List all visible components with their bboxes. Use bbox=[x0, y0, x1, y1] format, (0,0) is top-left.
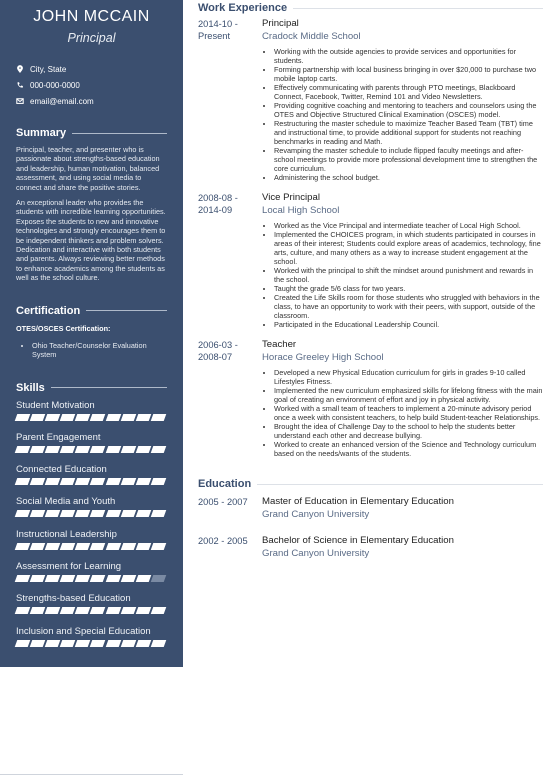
job-date-end: Present bbox=[198, 31, 231, 41]
skill-rating-segment bbox=[75, 510, 91, 517]
job-bullet: • Worked as the Vice Principal and intermediate teacher of Local High School. bbox=[274, 221, 543, 230]
skill-rating-segment bbox=[30, 510, 46, 517]
skill-rating-segment bbox=[151, 640, 167, 647]
job-bullet: • Working with the outside agencies to provide services and opportunities for students. bbox=[274, 47, 543, 65]
contact-phone-text: 000-000-0000 bbox=[30, 80, 80, 90]
job-bullet: • Worked with a small team of teachers to implement a 20-minute advisory period once a week with consistent teachers, to help build Student-teacher Relationships. bbox=[274, 404, 543, 422]
job-bullet: • Worked with the principal to shift the mindset around punishment and rewards in the school. bbox=[274, 266, 543, 284]
skill-rating-segment bbox=[60, 510, 76, 517]
job-employer: Cradock Middle School bbox=[262, 31, 361, 42]
footer-divider bbox=[0, 774, 183, 775]
skill-rating-segment bbox=[30, 446, 46, 453]
contact-location bbox=[16, 61, 167, 77]
job-bullet: • Developed a new Physical Education curriculum for girls in grades 9-10 called Lifestyles Fitness. bbox=[274, 368, 543, 386]
education-school: Grand Canyon University bbox=[262, 509, 370, 520]
skill-rating-segment bbox=[75, 446, 91, 453]
skill-rating-segment bbox=[105, 414, 121, 421]
skill-name: Parent Engagement bbox=[16, 431, 101, 443]
skill-rating-segment bbox=[15, 640, 31, 647]
education-body bbox=[262, 535, 454, 560]
skills-list bbox=[16, 400, 167, 658]
skill-rating-segment bbox=[151, 607, 167, 614]
skill-rating-segment bbox=[90, 543, 106, 550]
skill-rating-segment bbox=[90, 607, 106, 614]
skill-rating-segment bbox=[90, 510, 106, 517]
skill-rating-segment bbox=[15, 575, 31, 582]
skill-rating-segment bbox=[135, 446, 151, 453]
job-date-start: 2014-10 - bbox=[198, 19, 238, 29]
work-experience-heading-text: Work Experience bbox=[198, 2, 288, 14]
skill-rating-segment bbox=[135, 510, 151, 517]
skill-name: Instructional Leadership bbox=[16, 528, 117, 540]
contact-phone bbox=[16, 77, 167, 93]
skill-name: Student Motivation bbox=[16, 399, 95, 411]
contact-email-text[interactable]: email@email.com bbox=[30, 96, 94, 106]
skill-rating-segment bbox=[75, 640, 91, 647]
job-title: Vice Principal bbox=[262, 192, 320, 203]
skills-heading bbox=[16, 382, 167, 394]
skill-rating-segment bbox=[45, 543, 61, 550]
skill-rating-segment bbox=[120, 510, 136, 517]
skill-item bbox=[16, 496, 167, 528]
divider bbox=[257, 484, 543, 485]
divider bbox=[86, 310, 167, 311]
skill-rating-segment bbox=[15, 510, 31, 517]
job-date-end: 2008-07 bbox=[198, 352, 233, 362]
job-date-start: 2006-03 - bbox=[198, 340, 238, 350]
job-dates bbox=[198, 339, 262, 458]
skill-rating-segment bbox=[135, 414, 151, 421]
summary-heading-text: Summary bbox=[16, 127, 67, 139]
skill-rating-segment bbox=[135, 607, 151, 614]
job-bullet: • Administering the school budget. bbox=[274, 173, 543, 182]
skill-rating-segment bbox=[30, 478, 46, 485]
skill-item bbox=[16, 593, 167, 625]
certification-item: • Ohio Teacher/Counselor Evaluation System bbox=[32, 341, 167, 360]
education-degree: Bachelor of Science in Elementary Education bbox=[262, 535, 454, 546]
skill-name: Inclusion and Special Education bbox=[16, 625, 151, 637]
job-employer: Horace Greeley High School bbox=[262, 352, 384, 363]
education-dates: 2005 - 2007 bbox=[198, 497, 248, 507]
job-bullet: • Participated in the Educational Leadership Council. bbox=[274, 320, 543, 329]
skill-rating-segment bbox=[135, 543, 151, 550]
skill-name: Social Media and Youth bbox=[16, 496, 116, 508]
summary-heading bbox=[16, 127, 167, 139]
candidate-name: JOHN MCCAIN bbox=[33, 8, 150, 25]
skill-rating-segment bbox=[120, 607, 136, 614]
job-bullet-list bbox=[262, 368, 543, 458]
job-body bbox=[262, 18, 543, 182]
skill-rating-segment bbox=[151, 446, 167, 453]
education-entry bbox=[198, 535, 543, 560]
skill-name: Connected Education bbox=[16, 464, 107, 476]
skill-rating-segment bbox=[75, 575, 91, 582]
job-entry bbox=[198, 18, 543, 182]
skill-rating-segment bbox=[45, 510, 61, 517]
skill-rating-segment bbox=[120, 640, 136, 647]
skill-rating-bar bbox=[16, 510, 167, 517]
skill-rating-segment bbox=[105, 607, 121, 614]
job-date-end: 2014-09 bbox=[198, 205, 233, 215]
job-entry bbox=[198, 339, 543, 458]
job-list bbox=[198, 18, 543, 458]
skill-rating-segment bbox=[90, 640, 106, 647]
skill-rating-segment bbox=[60, 575, 76, 582]
skill-item bbox=[16, 432, 167, 464]
skill-rating-segment bbox=[15, 543, 31, 550]
skill-rating-segment bbox=[30, 640, 46, 647]
skill-item bbox=[16, 529, 167, 561]
job-bullet: • Effectively communicating with parents through PTO meetings, Blackboard Connect, Facebook, Twitter, Remind 101 and Video Newsletters. bbox=[274, 83, 543, 101]
skill-item bbox=[16, 561, 167, 593]
summary-section bbox=[16, 145, 167, 283]
skill-rating-segment bbox=[120, 446, 136, 453]
job-bullet-list bbox=[262, 47, 543, 182]
skill-item bbox=[16, 400, 167, 432]
certification-list bbox=[16, 341, 167, 360]
divider bbox=[51, 387, 167, 388]
skill-rating-segment bbox=[135, 575, 151, 582]
skill-rating-bar bbox=[16, 446, 167, 453]
skill-rating-segment bbox=[151, 414, 167, 421]
certification-subtitle: OTES/OSCES Certification: bbox=[16, 323, 111, 333]
skill-rating-segment bbox=[60, 607, 76, 614]
skill-rating-segment bbox=[90, 446, 106, 453]
skill-rating-segment bbox=[75, 543, 91, 550]
skill-rating-segment bbox=[30, 575, 46, 582]
job-dates bbox=[198, 192, 262, 329]
skill-rating-segment bbox=[45, 478, 61, 485]
candidate-role: Principal bbox=[67, 31, 116, 45]
skill-rating-segment bbox=[105, 575, 121, 582]
mail-icon bbox=[16, 97, 24, 105]
skill-rating-segment bbox=[75, 478, 91, 485]
skill-rating-bar bbox=[16, 543, 167, 550]
job-bullet: • Brought the idea of Challenge Day to the school to help the students better understand each other and decrease bullying. bbox=[274, 422, 543, 440]
skill-rating-segment bbox=[105, 446, 121, 453]
main-content bbox=[198, 0, 543, 560]
education-school: Grand Canyon University bbox=[262, 548, 370, 559]
job-body bbox=[262, 339, 543, 458]
job-bullet: • Worked to create an enhanced version of the Science and Technology curriculum based on the needs/wants of the students. bbox=[274, 440, 543, 458]
skill-rating-bar bbox=[16, 478, 167, 485]
skill-rating-segment bbox=[135, 478, 151, 485]
job-bullet: • Providing cognitive coaching and mentoring to teachers and counselors using the OTES and Objective Structured Clinical Examination (OSCES) model. bbox=[274, 101, 543, 119]
skill-rating-segment bbox=[75, 607, 91, 614]
certification-heading bbox=[16, 305, 167, 317]
skills-heading-text: Skills bbox=[16, 381, 45, 394]
skill-rating-segment bbox=[60, 446, 76, 453]
job-bullet: • Taught the grade 5/6 class for two years. bbox=[274, 284, 543, 293]
skill-rating-segment bbox=[105, 478, 121, 485]
skill-rating-segment bbox=[120, 414, 136, 421]
education-heading-text: Education bbox=[198, 478, 252, 490]
job-bullet: • Implemented the new curriculum emphasized skills for lifelong fitness with the main goal of creating an environment of effort and joy in physical activity. bbox=[274, 386, 543, 404]
skill-rating-segment bbox=[105, 640, 121, 647]
education-entry bbox=[198, 496, 543, 521]
sidebar bbox=[0, 0, 183, 667]
skill-rating-segment bbox=[60, 640, 76, 647]
divider bbox=[72, 133, 167, 134]
skill-rating-bar bbox=[16, 640, 167, 647]
phone-icon bbox=[16, 81, 24, 89]
skill-rating-segment bbox=[60, 478, 76, 485]
job-date-start: 2008-08 - bbox=[198, 193, 238, 203]
contact-location-text: City, State bbox=[30, 64, 67, 74]
contact-list bbox=[16, 61, 167, 109]
skill-rating-segment bbox=[90, 575, 106, 582]
skill-rating-segment bbox=[135, 640, 151, 647]
skill-rating-segment bbox=[120, 575, 136, 582]
education-heading bbox=[198, 478, 543, 490]
skill-rating-segment bbox=[151, 543, 167, 550]
skill-rating-segment bbox=[15, 607, 31, 614]
job-body bbox=[262, 192, 543, 329]
job-title: Teacher bbox=[262, 339, 297, 350]
job-bullet: • Created the Life Skills room for those students who struggled with behaviors in the class, to have an opportunity to work with their peers, with support, outside of the classroom. bbox=[274, 293, 543, 320]
skill-name: Strengths-based Education bbox=[16, 593, 131, 605]
skill-rating-segment bbox=[120, 543, 136, 550]
skill-rating-segment bbox=[15, 446, 31, 453]
skill-rating-segment bbox=[45, 640, 61, 647]
skill-rating-segment bbox=[151, 575, 167, 582]
education-list bbox=[198, 496, 543, 560]
skill-rating-segment bbox=[75, 414, 91, 421]
skill-rating-segment bbox=[45, 607, 61, 614]
job-entry bbox=[198, 192, 543, 329]
job-bullet: • Revamping the master schedule to include flipped faculty meetings and after-school meetings to provide more professional development time to strengthen the core curriculum. bbox=[274, 146, 543, 173]
job-title: Principal bbox=[262, 18, 299, 29]
certification-heading-text: Certification bbox=[16, 304, 81, 317]
skill-rating-segment bbox=[90, 414, 106, 421]
skill-rating-segment bbox=[105, 510, 121, 517]
skill-rating-bar bbox=[16, 414, 167, 421]
education-dates: 2002 - 2005 bbox=[198, 536, 248, 546]
skill-item bbox=[16, 626, 167, 658]
job-bullet: • Restructuring the master schedule to maximize Teacher Based Team (TBT) time and instructional time, to provide additional support for students not reaching benchmarks in reading and Math. bbox=[274, 119, 543, 146]
skill-rating-segment bbox=[120, 478, 136, 485]
location-icon bbox=[16, 65, 24, 73]
skill-rating-segment bbox=[30, 414, 46, 421]
contact-email[interactable] bbox=[16, 93, 167, 109]
summary-paragraph-2: An exceptional leader who provides the students with incredible learning opportunities. Exposes the students to new and innovative technologies and strongly encourages them to be independent thinkers and problem solvers. Dedication and interactive with both students and parents. Always reviewing better methods to enhance academics among the students as well as the school culture. bbox=[16, 198, 166, 283]
skill-rating-segment bbox=[60, 543, 76, 550]
skill-rating-segment bbox=[45, 414, 61, 421]
skill-rating-segment bbox=[30, 543, 46, 550]
skill-rating-bar bbox=[16, 575, 167, 582]
divider bbox=[293, 8, 543, 9]
job-dates bbox=[198, 18, 262, 182]
skill-rating-segment bbox=[90, 478, 106, 485]
skill-rating-segment bbox=[151, 510, 167, 517]
education-body bbox=[262, 496, 454, 521]
skill-rating-segment bbox=[15, 414, 31, 421]
education-degree: Master of Education in Elementary Education bbox=[262, 496, 454, 507]
skill-item bbox=[16, 464, 167, 496]
skill-rating-segment bbox=[30, 607, 46, 614]
job-employer: Local High School bbox=[262, 205, 340, 216]
summary-paragraph-1: Principal, teacher, and presenter who is passionate about strengths-based education and leadership, human motivation, balanced assessment, and using social media to connect and share the positive stories. bbox=[16, 145, 160, 192]
skill-rating-bar bbox=[16, 607, 167, 614]
skill-rating-segment bbox=[151, 478, 167, 485]
skill-rating-segment bbox=[105, 543, 121, 550]
work-experience-heading bbox=[198, 2, 543, 14]
job-bullet: • Forming partnership with local business bringing in over $20,000 to purchase two mobile laptop carts. bbox=[274, 65, 543, 83]
skill-name: Assessment for Learning bbox=[16, 560, 122, 572]
skill-rating-segment bbox=[60, 414, 76, 421]
skill-rating-segment bbox=[45, 446, 61, 453]
job-bullet-list bbox=[262, 221, 543, 329]
skill-rating-segment bbox=[15, 478, 31, 485]
skill-rating-segment bbox=[45, 575, 61, 582]
job-bullet: • Implemented the CHOICES program, in which students participated in courses in areas of their interest; Students could explore areas of academics, technology, fine arts, culture, and many others as a way to increase student engagement at the school. bbox=[274, 230, 543, 266]
